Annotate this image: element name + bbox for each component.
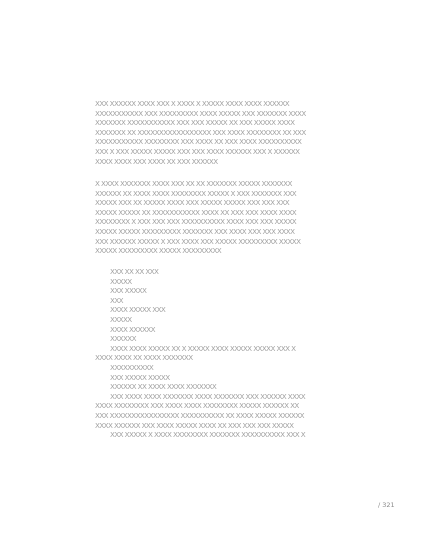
page-number: / 321 (378, 501, 395, 509)
list-item: XXX XXXX XXXX XXXXXXX XXXX XXXXXXX XXX XXXXXX XXXX (110, 391, 306, 401)
list-item: XXXX XXXXXX XXX XXXX XXXXX XXXX XX XXX XXX XXX XXXXX (95, 420, 294, 430)
text-line: XXXXX XXXXX XX XXXXXXXXXXX XXXX XX XXX XXX XXXX XXXX (95, 207, 297, 217)
text-line: XXXXXXX XXXXXXXXXXX XXX XXX XXXXX XX XXX XXXXX XXXX (95, 118, 295, 128)
paragraph-1 (95, 99, 329, 166)
list-item: XXXXXXXXXX (110, 362, 154, 372)
list-item: XXXX XXXXXX (110, 324, 155, 334)
text-line: XXXXXXXXXXX XXX XXXXXXXXX XXXX XXXXX XXX XXXXXXX XXXX (95, 108, 306, 118)
list-block (95, 267, 329, 440)
list-item: XXX XXXXX X XXXX XXXXXXXX XXXXXXX XXXXXXXXXX XXX X (110, 430, 306, 440)
text-line: XXXXXXXXXXX XXXXXXXX XXX XXXX XX XXX XXXX XXXXXXXXXX (95, 137, 302, 147)
text-line: XXXXXXX XX XXXXXXXXXXXXXXXXX XXX XXXX XXXXXXXX XX XXX (95, 127, 306, 137)
paragraph-2 (95, 179, 329, 256)
text-line: XXXXX XXX XX XXXXX XXXX XXX XXXXX XXXXX XXX XXX XXX (95, 198, 290, 208)
text-line: XXXXX XXXXX XXXXXXXXX XXXXXXX XXX XXXX XXX XXX XXXX (95, 226, 295, 236)
text-line: XXX XXXXXX XXXXX X XXX XXXX XXX XXXXX XXXXXXXXX XXXXX (95, 236, 301, 246)
text-line: XXXXX XXXXXXXXX XXXXX XXXXXXXXX (95, 246, 222, 256)
text-line: XXXXXXXX X XXX XXX XXX XXXXXXXXXX XXXX XXX XXX XXXXX (95, 217, 297, 227)
list-item: XXXX XXXXXXXX XXX XXXX XXXX XXXXXXXX XXXXX XXXXXX XX (95, 401, 299, 411)
list-item: XXXX XXXX XXXXX XX X XXXXX XXXX XXXXX XXXXX XXX X (110, 343, 296, 353)
list-item: XXX XXXXX XXXXX (110, 372, 170, 382)
list-item: XXXXX (110, 314, 132, 324)
list-item: XXXXXX XX XXXX XXXX XXXXXXX (110, 382, 217, 392)
text-line: XXXX XXXX XXX XXXX XX XXX XXXXXX (95, 156, 218, 166)
text-line: XXXXXX XX XXXX XXXX XXXXXXXX XXXXX X XXX XXXXXXX XXX (95, 188, 297, 198)
list-item: XXXXX (110, 276, 132, 286)
text-line: XXX XXXXXX XXXX XXX X XXXX X XXXXX XXXX XXXX XXXXXX (95, 99, 290, 108)
text-line: X XXXX XXXXXXX XXXX XXX XX XX XXXXXXX XXXXX XXXXXXX (95, 179, 292, 188)
list-item: XXXXXX (110, 334, 136, 344)
text-line: XXX X XXX XXXXX XXXXX XXX XXX XXXX XXXXXX XXX X XXXXXX (95, 146, 300, 156)
list-item: XXX XXXXXXXXXXXXXXXX XXXXXXXXXX XX XXXX XXXXX XXXXXX (95, 410, 305, 420)
list-item: XXXX XXXXX XXX (110, 305, 166, 315)
list-item: XXX XXXXX (110, 286, 147, 296)
list-item: XXX XX XX XXX (110, 267, 159, 276)
list-item: XXXX XXXX XX XXXX XXXXXXX (95, 353, 193, 363)
list-item: XXX (110, 295, 123, 305)
